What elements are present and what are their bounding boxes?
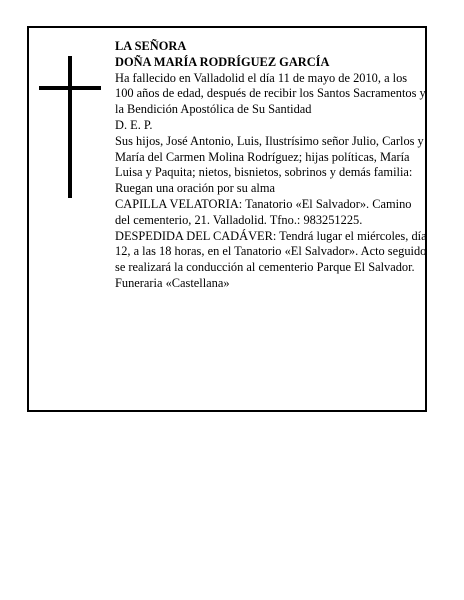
farewell-details: DESPEDIDA DEL CADÁVER: Tendrá lugar el miércoles, día 12, a las 18 horas, en el Tanatorio «El Salvador». Acto seguido se realizará la conducción al cementerio Parque El Salvador. <box>115 228 427 275</box>
notice-title: LA SEÑORA <box>115 39 187 53</box>
family-list: Sus hijos, José Antonio, Luis, Ilustrísimo señor Julio, Carlos y María del Carmen Molina Rodríguez; hijas políticas, María Luisa y Paquita; nietos, bisnietos, sobrinos y demás familia: <box>115 133 424 180</box>
deceased-name: DOÑA MARÍA RODRÍGUEZ GARCÍA <box>115 54 330 69</box>
obituary-notice <box>27 26 427 412</box>
prayer-request: Ruegan una oración por su alma <box>115 181 275 196</box>
cross-icon <box>39 56 101 198</box>
cross-horizontal-bar <box>39 86 101 90</box>
wake-details: CAPILLA VELATORIA: Tanatorio «El Salvador». Camino del cementerio, 21. Valladolid. Tfno.: 983251225. <box>115 196 412 227</box>
death-announcement: Ha fallecido en Valladolid el día 11 de mayo de 2010, a los 100 años de edad, después de recibir los Santos Sacramentos y la Bendición Apostólica de Su Santidad <box>115 70 426 117</box>
cross-vertical-bar <box>68 56 72 198</box>
notice-body <box>115 39 427 292</box>
funeral-home: Funeraria «Castellana» <box>115 275 230 290</box>
dep-text: D. E. P. <box>115 117 153 132</box>
